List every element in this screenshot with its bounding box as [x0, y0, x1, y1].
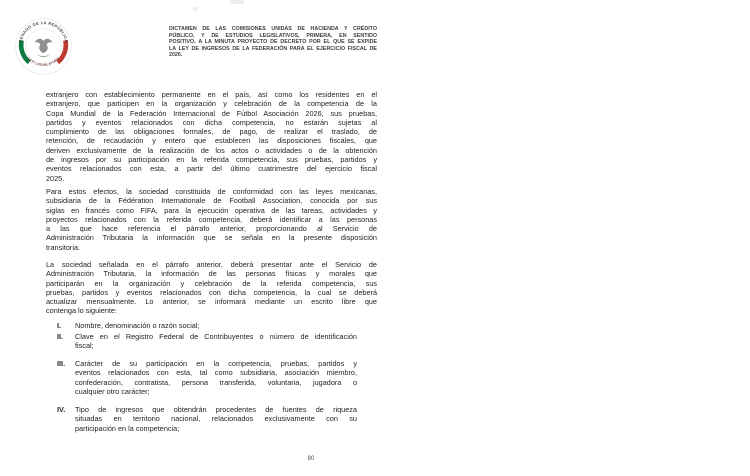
text-line: contenga lo siguiente: — [46, 306, 117, 316]
text-line: extranjero con establecimiento permanente en el país, así como los residentes en el — [46, 90, 377, 99]
list-item-text — [75, 405, 357, 433]
text-line: Tipo de ingresos que obtendrán procedentes de fuentes de riqueza — [75, 405, 357, 414]
text-line: Carácter de su participación en la competencia, pruebas, partidos y — [75, 359, 357, 368]
list-item-3 — [46, 359, 377, 396]
page-number: 80 — [307, 456, 315, 462]
text-line: pruebas, partidos y eventos relacionados con dicha competencia, la cual se deberá — [46, 287, 377, 297]
text-line: Para estos efectos, la sociedad constituida de conformidad con las leyes mexicanas, — [46, 187, 377, 196]
list-item-number: IV. — [57, 405, 66, 414]
header-note — [169, 26, 377, 59]
text-line: eventos relacionados con esta, tal como subsidiaria, asociación miembro, — [75, 368, 357, 378]
text-line: subsidiaria de la Fédération Internationale de Football Association, conocida por sus — [46, 196, 377, 206]
text-line: POSITIVO, A LA MINUTA PROYECTO DE DECRETO POR EL QUE SE EXPIDE — [169, 39, 377, 46]
text-line: a las que hace referencia el párrafo anterior, proporcionando al Servicio de — [46, 224, 377, 234]
text-line: confederación, contratista, persona transferida, voluntaria, jugadora o — [75, 377, 357, 387]
list-item-number: III. — [57, 359, 66, 368]
text-line: partidos y eventos relacionados con dicha competencia, no estarán sujetas al — [46, 117, 377, 127]
seal-top-text: SENADO DE LA REPÚBLICA — [17, 20, 70, 43]
list-item-number: I. — [57, 321, 62, 330]
list-item-1 — [46, 321, 377, 330]
text-line: Administración Tributaria la información que se señala en la presente disposición — [46, 233, 377, 243]
text-line: LA LEY DE INGRESOS DE LA FEDERACIÓN PARA EL EJERCICIO FISCAL DE — [169, 45, 377, 52]
text-line: cumplimiento de las obligaciones formales, de pago, de realizar el traslado, de — [46, 127, 377, 137]
list-item-text — [75, 332, 357, 351]
text-line: Nombre, denominación o razón social; — [75, 321, 200, 330]
text-line: Clave en el Registro Federal de Contribuyentes o número de identificación — [75, 332, 357, 341]
paragraph-3 — [46, 260, 377, 316]
scan-artifact — [230, 0, 244, 4]
seal-bottom-text: LXVI LEGISLATURA — [26, 56, 61, 67]
scan-artifact — [193, 7, 198, 11]
text-line: de ingresos por su participación en la referida competencia, sus pruebas, partidos y — [46, 155, 377, 165]
text-line: situadas en territorio nacional, relacionados exclusivamente con su — [75, 414, 357, 424]
text-line: 2026. — [169, 52, 183, 59]
text-line: cualquier otro carácter; — [75, 386, 150, 396]
text-line: proyectos relacionados con la referida competencia, deberá identificar a las personas — [46, 214, 377, 224]
text-line: Copa Mundial de la Federación Internacional de Fútbol Asociación 2026, sus pruebas, — [46, 108, 377, 118]
list-item-text — [75, 359, 357, 396]
text-line: DICTAMEN DE LAS COMISIONES UNIDAS DE HACIENDA Y CRÉDITO — [169, 26, 377, 32]
text-line: deriven exclusivamente de la realización de los actos o actividades o de la obtención — [46, 145, 377, 155]
text-line: participarán en la organización y celebración de la referida competencia, sus — [46, 278, 377, 288]
text-line: La sociedad señalada en el párrafo anterior, deberá presentar ante el Servicio de — [46, 260, 377, 269]
text-line: eventos relacionados con esta, a partir del último cuatrimestre del ejercicio fiscal — [46, 164, 377, 174]
text-line: PÚBLICO, Y DE ESTUDIOS LEGISLATIVOS, PRIMERA, EN SENTIDO — [169, 32, 377, 39]
list-item-4 — [46, 405, 377, 433]
paragraph-2 — [46, 187, 377, 252]
list-item-number: II. — [57, 332, 64, 341]
text-line: fiscal; — [75, 341, 94, 351]
text-line: transitoria. — [46, 242, 81, 252]
text-line: actualizar mensualmente. Lo anterior, se informará mediante un escrito libre que — [46, 297, 377, 307]
text-line: participación en la competencia; — [75, 423, 180, 433]
list-item-text — [75, 321, 357, 330]
text-line: 2025. — [46, 173, 65, 183]
senate-seal — [15, 18, 72, 75]
text-line: retención, de recaudación y entero que establecen las disposiciones fiscales, que — [46, 136, 377, 146]
paragraph-1 — [46, 90, 377, 183]
text-line: Administración Tributaria, la información de las personas físicas y morales que — [46, 269, 377, 279]
list-item-2 — [46, 332, 377, 351]
text-line: extranjero, que participen en la organización y celebración de la competencia de la — [46, 99, 377, 109]
text-line: siglas en francés como FIFA, para la ejecución operativa de las tareas, actividades y — [46, 205, 377, 215]
